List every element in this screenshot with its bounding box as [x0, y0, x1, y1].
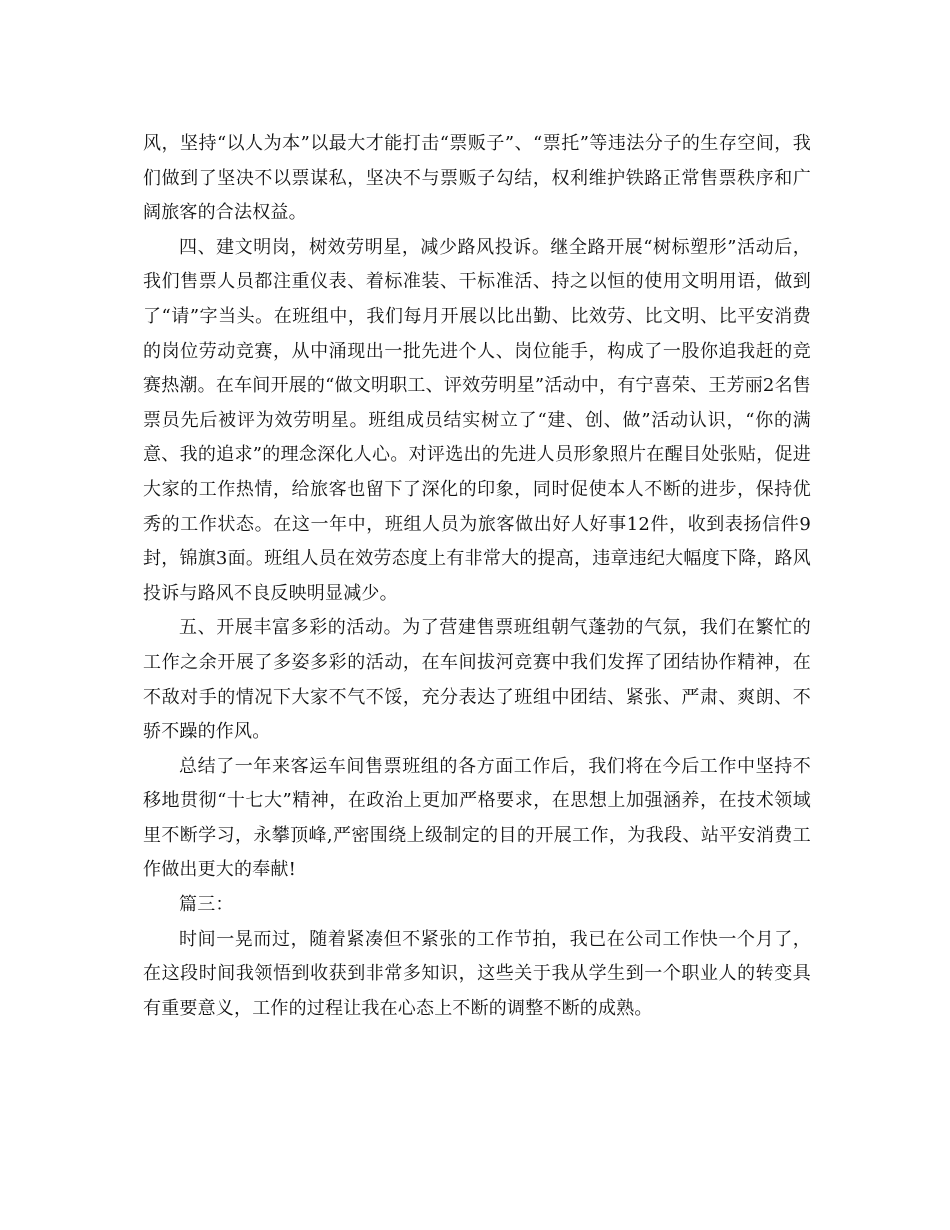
section-heading-part-three: 篇三： [179, 894, 234, 916]
paragraph-summary: 总结了一年来客运车间售票班组的各方面工作后，我们将在今后工作中坚持不移地贯彻“十七大”精神，在政治上更加严格要求，在思想上加强涵养，在技术领域里不断学习，永攀顶峰,严密围绕上级制定的目的开展工作，为我段、站平安消费工作做出更大的奉献! [143, 755, 811, 881]
document-body [143, 127, 811, 1026]
paragraph-section-five: 五、开展丰富多彩的活动。为了营建售票班组朝气蓬勃的气氛，我们在繁忙的工作之余开展了多姿多彩的活动，在车间拔河竞赛中我们发挥了团结协作精神，在不敌对手的情况下大家不气不馁，充分表达了班组中团结、紧张、严肃、爽朗、不骄不躁的作风。 [143, 617, 811, 743]
paragraph-part-three-intro: 时间一晃而过，随着紧凑但不紧张的工作节拍，我已在公司工作快一个月了，在这段时间我领悟到收获到非常多知识，这些关于我从学生到一个职业人的转变具有重要意义，工作的过程让我在心态上不断的调整不断的成熟。 [143, 928, 811, 1019]
paragraph-section-four: 四、建文明岗，树效劳明星，减少路风投诉。继全路开展“树标塑形”活动后，我们售票人员都注重仪表、着标准装、干标准活、持之以恒的使用文明用语，做到了“请”字当头。在班组中，我们每月开展以比出勤、比效劳、比文明、比平安消费的岗位劳动竞赛，从中涌现出一批先进个人、岗位能手，构成了一股你追我赶的竞赛热潮。在车间开展的“做文明职工、评效劳明星”活动中，有宁喜荣、王芳丽2名售票员先后被评为效劳明星。班组成员结实树立了“建、创、做”活动认识，“你的满意、我的追求”的理念深化人心。对评选出的先进人员形象照片在醒目处张贴，促进大家的工作热情，给旅客也留下了深化的印象，同时促使本人不断的进步，保持优秀的工作状态。在这一年中，班组人员为旅客做出好人好事12件，收到表扬信件9封，锦旗3面。班组人员在效劳态度上有非常大的提高，违章违纪大幅度下降，路风投诉与路风不良反映明显减少。 [143, 236, 811, 604]
paragraph-continuation: 风，坚持“以人为本”以最大才能打击“票贩子”、“票托”等违法分子的生存空间，我们做到了坚决不以票谋私，坚决不与票贩子勾结，权利维护铁路正常售票秩序和广阔旅客的合法权益。 [143, 133, 811, 224]
